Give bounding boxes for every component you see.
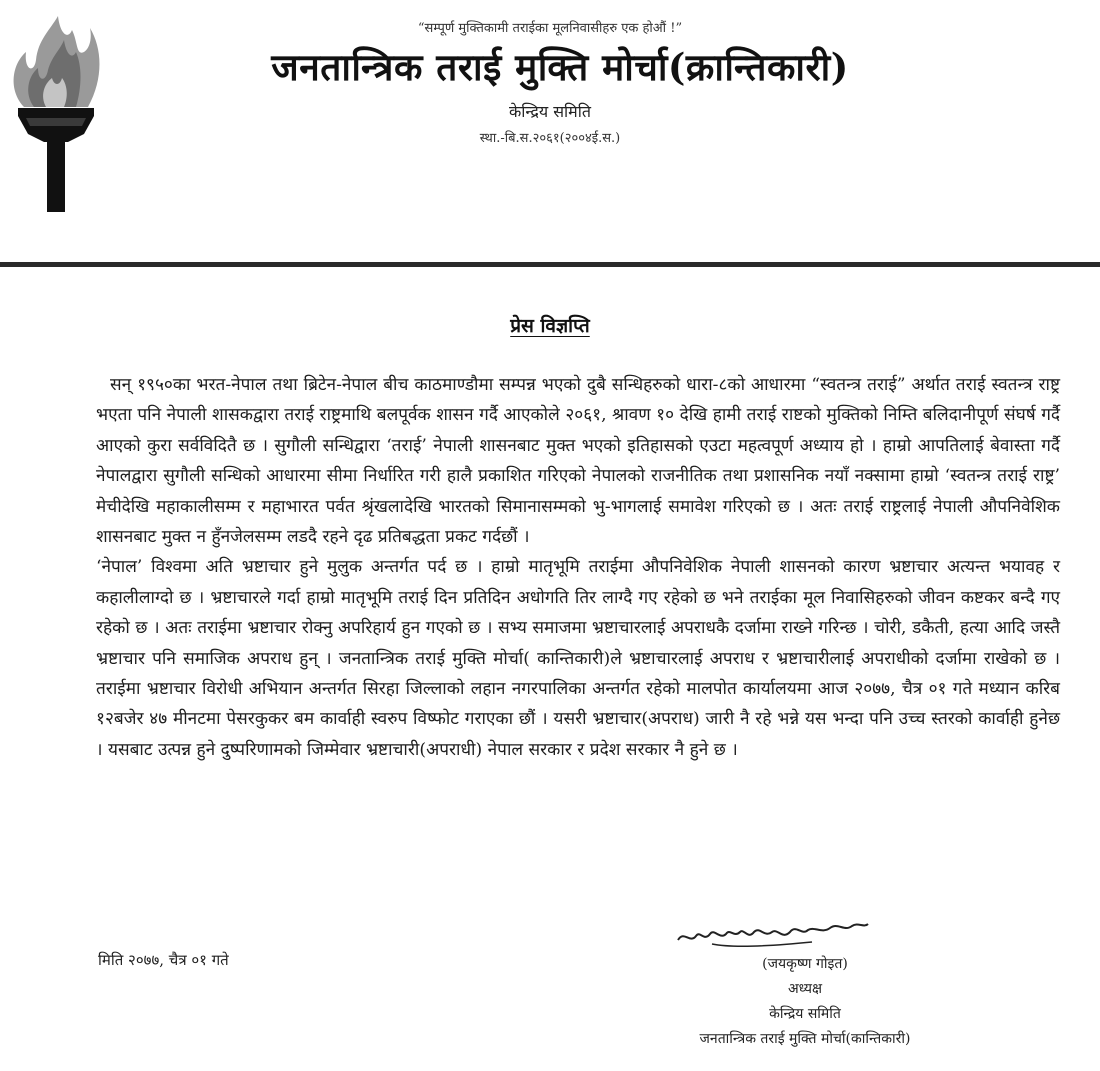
paragraph-2: ‘नेपाल’ विश्वमा अति भ्रष्टाचार हुने मुलुक अन्तर्गत पर्द छ । हाम्रो मातृभूमि तराईमा औपनिवेशिक नेपाली शासनको कारण भ्रष्टाचार अत्यन्त भयावह र कहालीलाग्दो छ । भ्रष्टाचारले गर्दा हाम्रो मातृभूमि तराई दिन प्रतिदिन अधोगति तिर लाग्दै गए रहेको छ भने तराईका मूल निवासिहरुको जीवन कष्टकर बन्दै गए रहेको छ । अतः तराईमा भ्रष्टाचार रोक्नु अपरिहार्य हुन गएको छ । सभ्य समाजमा भ्रष्टाचारलाई अपराधकै दर्जामा राख्ने गरिन्छ । चोरी, डकैती, हत्या आदि जस्तै भ्रष्टाचार पनि समाजिक अपराध हुन् । जनतान्त्रिक तराई मुक्ति मोर्चा( कान्तिकारी)ले भ्रष्टाचारलाई अपराध र भ्रष्टाचारीलाई अपराधीको दर्जामा राखेको छ । तराईमा भ्रष्टाचार विरोधी अभियान अन्तर्गत सिरहा जिल्लाको लहान नगरपालिका अन्तर्गत रहेको मालपोत कार्यालयमा आज २०७७, चैत्र ०१ गते मध्यान करिब १२बजेर ४७ मीनटमा पेसरकुकर बम कार्वाही स्वरुप विष्फोट गराएका छौं । यसरी भ्रष्टाचार(अपराध) जारी नै रहे भन्ने यस भन्दा पनि उच्च स्तरको कार्वाही हुनेछ । यसबाट उत्पन्न हुने दुष्परिणामको जिम्मेवार भ्रष्टाचारी(अपराधी) नेपाल सरकार र प्रदेश सरकार नै हुने छ । [96, 557, 1060, 760]
signatory-block [640, 952, 970, 1052]
signatory-title: अध्यक्ष [787, 981, 823, 997]
signatory-organization: जनतान्त्रिक तराई मुक्ति मोर्चा(कान्तिकारी) [699, 1031, 911, 1047]
torch-icon [6, 12, 106, 217]
release-date: मिति २०७७, चैत्र ०१ गते [98, 951, 229, 969]
signatory-name: (जयकृष्ण गोइत) [762, 956, 848, 972]
handwritten-signature [672, 914, 872, 954]
organization-title: जनतान्त्रिक तराई मुक्ति मोर्चा(क्रान्तिकारी) [271, 45, 849, 89]
signatory-committee: केन्द्रिय समिति [769, 1006, 841, 1022]
document-title-text: प्रेस विज्ञप्ति [510, 315, 590, 337]
committee-label: केन्द्रिय समिति [508, 102, 592, 121]
press-release-body [96, 370, 1060, 765]
letterhead [0, 0, 1100, 262]
header-divider [0, 262, 1100, 267]
slogan: “सम्पूर्ण मुक्तिकामी तराईका मूलनिवासीहरु एक होऔं !” [417, 21, 683, 36]
paragraph-1: सन् १९५०का भरत-नेपाल तथा ब्रिटेन-नेपाल बीच काठमाण्डौमा सम्पन्न भएको दुबै सन्धिहरुको धारा-८को आधारमा “स्वतन्त्र तराई” अर्थात तराई स्वतन्त्र राष्ट्र भएता पनि नेपाली शासकद्वारा तराई राष्ट्रमाथि बलपूर्वक शासन गर्दै आएकोले २०६१, श्रावण १० देखि हामी तराई राष्टको मुक्तिको निम्ति बलिदानीपूर्ण संघर्ष गर्दै आएको कुरा सर्वविदितै छ । सुगौली सन्धिद्वारा ‘तराई’ नेपाली शासनबाट मुक्त भएको इतिहासको एउटा महत्वपूर्ण अध्याय हो । हाम्रो आपतिलाई बेवास्ता गर्दै नेपालद्वारा सुगौली सन्धिको आधारमा सीमा निर्धारित गरी हालै प्रकाशित गरिएको नेपालको राजनीतिक तथा प्रशासनिक नयाँ नक्सामा हाम्रो ‘स्वतन्त्र तराई राष्ट्र’ मेचीदेखि महाकालीसम्म र महाभारत पर्वत श्रृंखलादेखि भारतको सिमानासम्मको भु-भागलाई समावेश गरिएको छ । अतः तराई राष्ट्रलाई नेपाली औपनिवेशिक शासनबाट मुक्त न हुँनजेलसम्म लडदै रहने दृढ प्रतिबद्धता प्रकट गर्दछौं । [96, 375, 1060, 548]
established-date: स्था.-बि.स.२०६१(२००४ई.स.) [479, 131, 621, 146]
document-title [300, 312, 800, 338]
